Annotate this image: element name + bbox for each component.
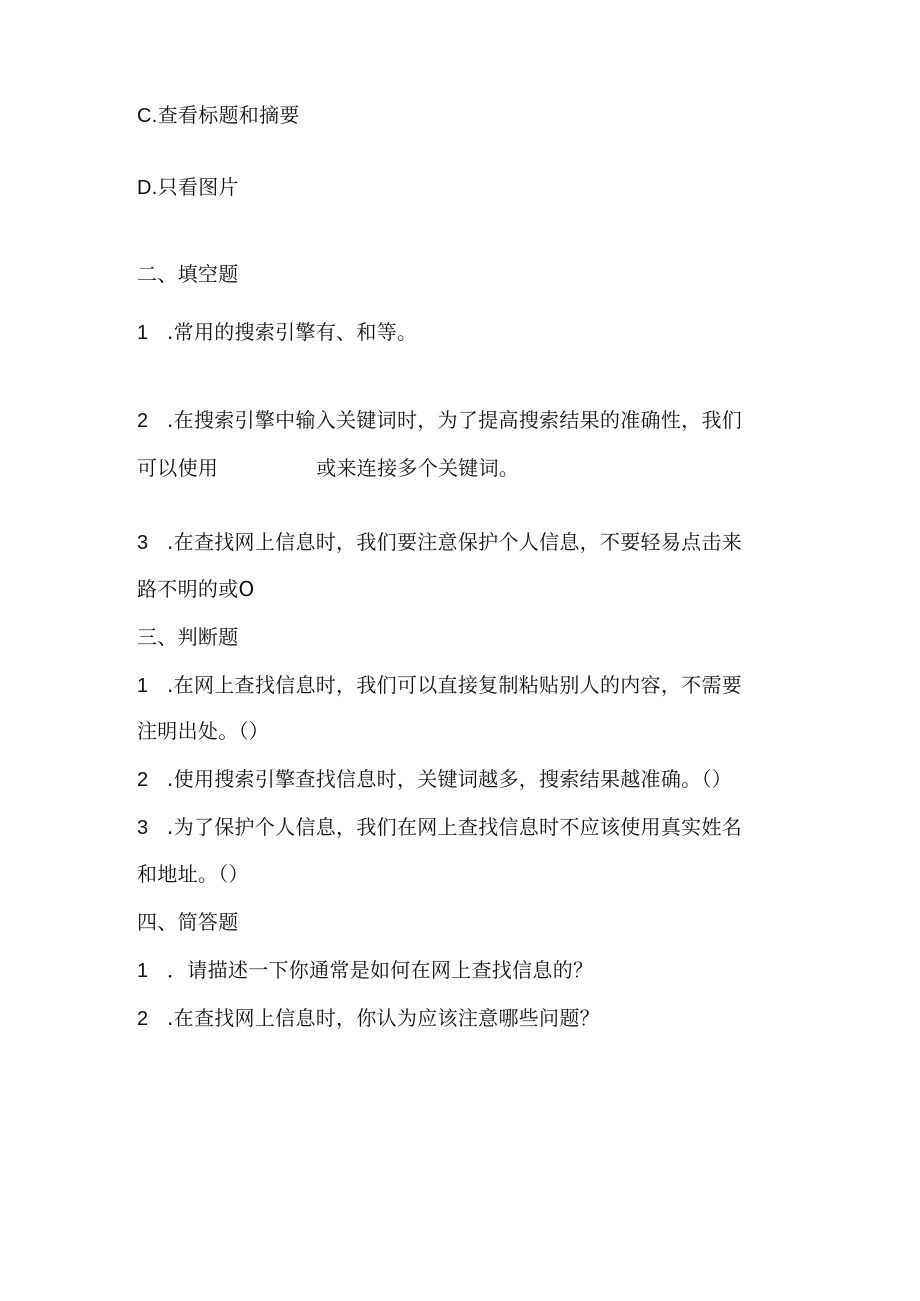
judge-section-heading: 三、判断题 bbox=[137, 625, 239, 649]
question-text: .常用的搜索引擎有、和等。 bbox=[167, 320, 418, 344]
option-c bbox=[137, 103, 300, 128]
question-text: .为了保护个人信息，我们在网上查找信息时不应该使用真实姓名 bbox=[167, 815, 743, 839]
fill-question-3-line-1 bbox=[137, 530, 742, 555]
question-text: .在网上查找信息时，我们可以直接复制粘贴别人的内容，不需要 bbox=[167, 673, 743, 697]
short-question-1 bbox=[137, 958, 593, 983]
question-text: 可以使用 bbox=[137, 456, 219, 480]
option-c-letter: C. bbox=[137, 105, 158, 127]
question-number: 3 bbox=[137, 532, 149, 554]
question-number: 1 bbox=[137, 322, 149, 344]
option-d-letter: D. bbox=[137, 177, 158, 199]
question-number: 2 bbox=[137, 1008, 149, 1030]
judge-question-3-line-2: 和地址。（） bbox=[137, 862, 249, 886]
short-section-heading: 四、简答题 bbox=[137, 910, 239, 934]
question-number: 3 bbox=[137, 817, 149, 839]
judge-question-1-line-1 bbox=[137, 673, 742, 698]
question-number: 2 bbox=[137, 769, 149, 791]
fill-question-3-line-2: 路不明的或O bbox=[137, 577, 255, 601]
option-c-text: 查看标题和摘要 bbox=[157, 103, 300, 127]
fill-section-heading: 二、填空题 bbox=[137, 262, 239, 286]
question-text: .在查找网上信息时，你认为应该注意哪些问题？ bbox=[167, 1006, 600, 1030]
question-text: ．请描述一下你通常是如何在网上查找信息的？ bbox=[167, 958, 594, 982]
short-question-2 bbox=[137, 1006, 600, 1031]
fill-question-1 bbox=[137, 320, 417, 345]
fill-question-2-line-2 bbox=[137, 456, 519, 480]
question-number: 1 bbox=[137, 675, 149, 697]
question-text: .使用搜索引擎查找信息时，关键词越多，搜索结果越准确。（） bbox=[167, 767, 733, 791]
judge-question-2 bbox=[137, 767, 732, 792]
question-number: 2 bbox=[137, 410, 149, 432]
question-number: 1 bbox=[137, 960, 149, 982]
fill-question-2-line-1 bbox=[137, 408, 742, 433]
question-text: 或来连接多个关键词。 bbox=[316, 456, 520, 480]
question-text: .在查找网上信息时，我们要注意保护个人信息，不要轻易点击来 bbox=[167, 530, 743, 554]
question-text: .在搜索引擎中输入关键词时，为了提高搜索结果的准确性，我们 bbox=[167, 408, 743, 432]
judge-question-1-line-2: 注明出处。（） bbox=[137, 719, 270, 743]
judge-question-3-line-1 bbox=[137, 815, 742, 840]
option-d bbox=[137, 175, 239, 200]
option-d-text: 只看图片 bbox=[157, 175, 239, 199]
